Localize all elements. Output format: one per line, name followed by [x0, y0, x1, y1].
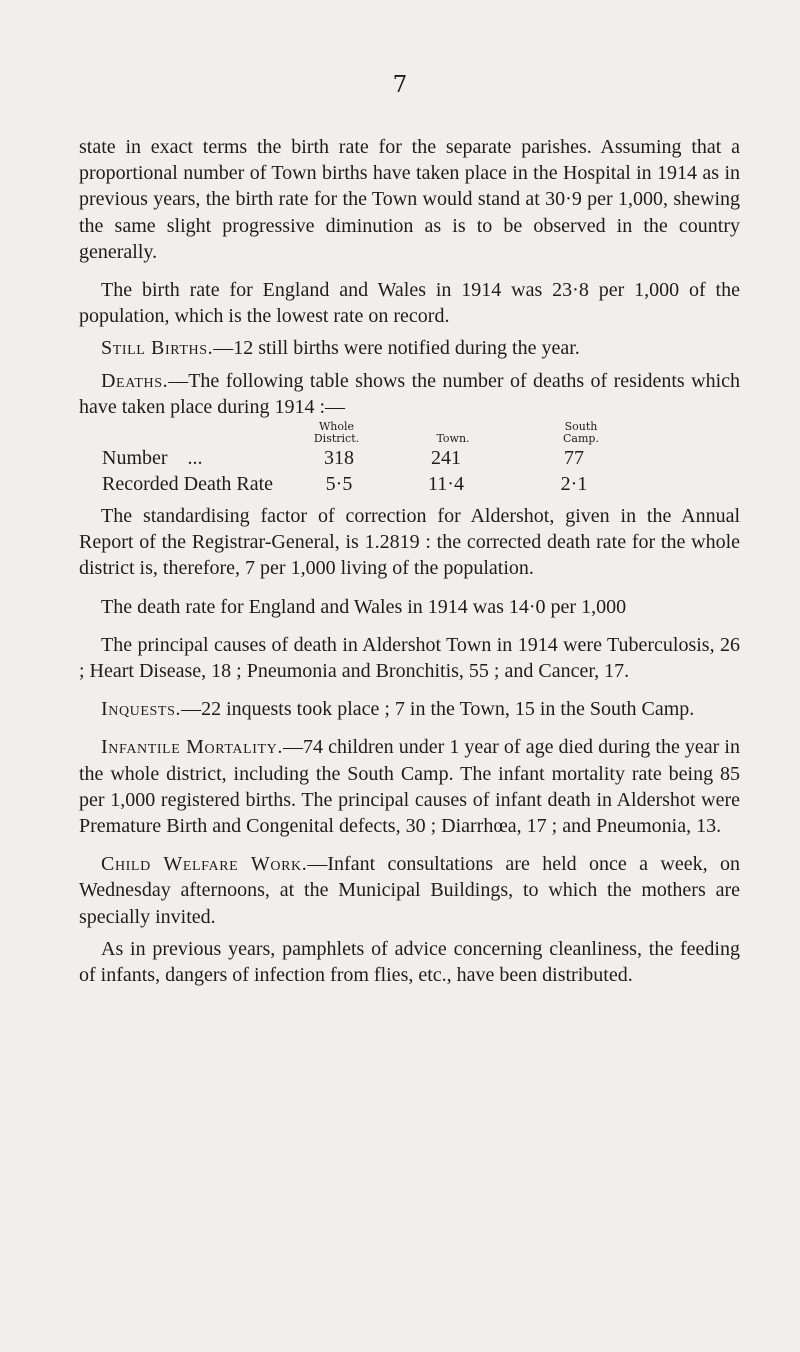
row-death-rate-whole-district: 5·5	[325, 473, 353, 496]
section-heading-still-births: Still Births.	[101, 337, 214, 360]
header-town-line: Town.	[436, 432, 470, 446]
table-row-recorded-death-rate	[79, 471, 740, 497]
row-number-town: 241	[431, 447, 461, 470]
header-whole-district-line-1: Whole	[318, 420, 355, 434]
paragraph-principal-causes-death: The principal causes of death in Aldershot Town in 1914 were Tuberculosis, 26 ; Heart Disease, 18 ; Pneumonia and Bronchitis, 55 ; and Cancer, 17.	[79, 633, 740, 683]
header-south-camp-line-2: Camp.	[563, 432, 599, 446]
row-number-label-text: Number	[102, 447, 168, 470]
infantile-mortality-text: —74 children under 1 year of age died during the year in the whole district, including the South Camp. The infant mortality rate being 85 per 1,000 registered births. The principal causes of infant death in Aldershot were Premature Birth and Congenital defects, 30 ; Diarrhœa, 17 ; and Pneumonia, 13.	[79, 736, 740, 838]
table-header-spacer	[79, 421, 283, 445]
paragraph-child-welfare-work	[79, 851, 740, 930]
section-heading-infantile-mortality: Infantile Mortality.	[101, 736, 283, 759]
header-south-camp	[516, 421, 646, 445]
paragraph-still-births	[79, 335, 740, 361]
row-number-leader-dots: ...	[187, 447, 203, 470]
paragraph-pamphlets: As in previous years, pamphlets of advice concerning cleanliness, the feeding of infants, dangers of infection from flies, etc., have been distributed.	[79, 937, 740, 987]
paragraph-deaths	[79, 368, 740, 420]
row-label-number	[79, 445, 295, 471]
paragraph-infantile-mortality	[79, 734, 740, 839]
paragraph-england-wales-death-rate: The death rate for England and Wales in 1914 was 14·0 per 1,000	[101, 595, 627, 618]
deaths-text: —The following table shows the number of deaths of residents which have taken place during 1914 :—	[79, 369, 740, 418]
row-death-rate-south-camp: 2·1	[560, 473, 588, 496]
row-death-rate-town: 11·4	[428, 473, 464, 496]
page-content	[79, 134, 740, 988]
row-number-south-camp: 77	[564, 447, 584, 470]
section-heading-deaths: Deaths.	[101, 369, 169, 392]
child-welfare-work-text: —Infant consultations are held once a week, on Wednesday afternoons, at the Municipal Buildings, to which the mothers are specially invited.	[79, 853, 740, 928]
paragraph-birth-rate-parishes: state in exact terms the birth rate for the separate parishes. Assuming that a proportional number of Town births have taken place in the Hospital in 1914 as in previous years, the birth rate for the Town would stand at 30·9 per 1,000, shewing the same slight progressive diminution as is to be observed in the country generally.	[79, 136, 740, 263]
row-label-recorded-death-rate: Recorded Death Rate	[102, 473, 274, 496]
header-south-camp-line-1: South	[564, 420, 598, 434]
still-births-text: —12 still births were notified during the year.	[213, 337, 580, 360]
header-whole-district-line-2: District.	[313, 432, 360, 446]
paragraph-standardising-factor: The standardising factor of correction for Aldershot, given in the Annual Report of the Registrar-General, is 1.2819 : the corrected death rate for the whole district is, therefore, 7 per 1,000 living of the population.	[79, 505, 740, 580]
row-number-whole-district: 318	[324, 447, 354, 470]
header-town	[390, 421, 516, 445]
deaths-table	[79, 421, 740, 497]
header-whole-district	[283, 421, 390, 445]
deaths-table-header	[79, 421, 740, 445]
paragraph-inquests	[79, 696, 740, 722]
section-heading-inquests: Inquests.	[101, 698, 182, 721]
inquests-text: —22 inquests took place ; 7 in the Town, 15 in the South Camp.	[181, 698, 695, 721]
table-row-number	[79, 445, 740, 471]
page-number: 7	[392, 72, 408, 98]
paragraph-england-wales-birth-rate: The birth rate for England and Wales in 1914 was 23·8 per 1,000 of the population, which is the lowest rate on record.	[79, 279, 740, 328]
section-heading-child-welfare-work: Child Welfare Work.	[101, 853, 308, 876]
